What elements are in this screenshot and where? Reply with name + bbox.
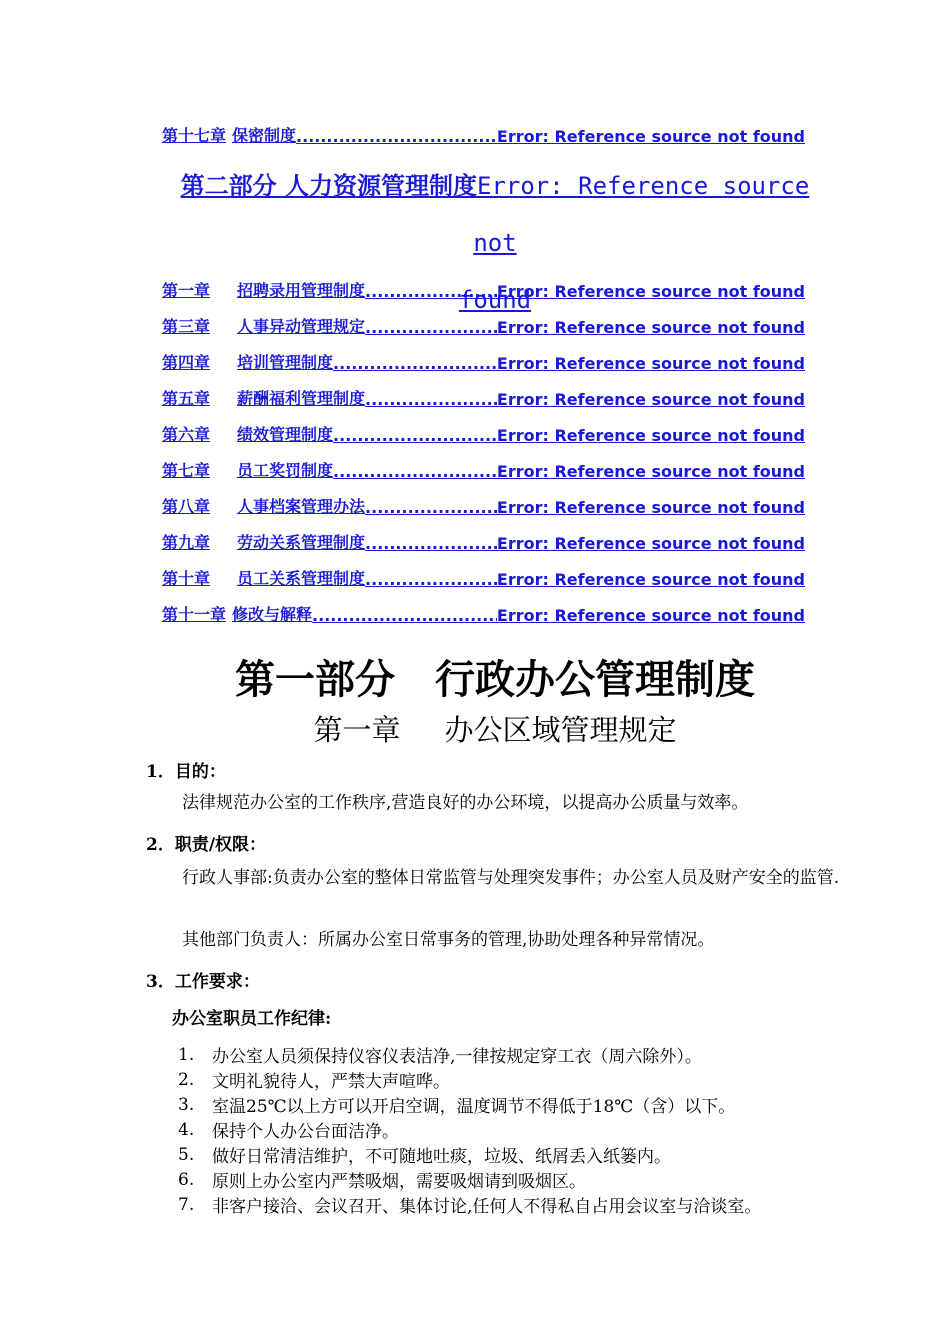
- toc-leader-dots: [365, 498, 497, 517]
- toc-chapter-title: 绩效管理制度: [237, 425, 334, 444]
- toc-page-ref: Error: Reference source not found: [496, 426, 805, 445]
- list-item-number: 7.: [178, 1194, 195, 1215]
- toc-link-item[interactable]: [162, 459, 805, 481]
- toc-chapter-title: 薪酬福利管理制度: [237, 389, 366, 408]
- list-item-number: 2.: [178, 1069, 195, 1090]
- toc-link-item[interactable]: [162, 495, 805, 517]
- list-item-number: 1.: [178, 1044, 195, 1065]
- toc-page-ref: Error: Reference source not found: [496, 354, 805, 373]
- list-item-number: 4.: [178, 1119, 195, 1140]
- toc-leader-dots: [333, 462, 497, 481]
- toc-page-ref: Error: Reference source not found: [496, 127, 805, 146]
- toc-chapter-title: 人事异动管理规定: [237, 317, 366, 336]
- toc-page-ref: Error: Reference source not found: [496, 606, 805, 625]
- section-heading-requirements: 3．工作要求：: [146, 972, 260, 992]
- toc-chapter-title: 员工奖罚制度: [237, 461, 334, 480]
- toc-chapter-number: 第九章: [162, 533, 211, 552]
- toc-page-ref: Error: Reference source not found: [496, 318, 805, 337]
- subsection-heading-discipline: 办公室职员工作纪律:: [172, 1009, 332, 1029]
- toc-chapter-number: 第十七章: [162, 126, 227, 145]
- list-item: [178, 1042, 858, 1067]
- toc-chapter-number: 第六章: [162, 425, 211, 444]
- toc-leader-dots: [365, 534, 497, 553]
- chapter-number: 第一章: [313, 713, 401, 747]
- list-item: [178, 1167, 858, 1192]
- toc-link-item[interactable]: [162, 423, 805, 445]
- toc-leader-dots: [312, 606, 497, 625]
- section-purpose-text: 法律规范办公室的工作秩序,营造良好的办公环境，以提高办公质量与效率。: [182, 793, 749, 813]
- section-heading-responsibilities: 2．职责/权限：: [146, 835, 267, 855]
- toc-chapter-title: 修改与解释: [232, 605, 313, 624]
- toc-link-part-2[interactable]: [162, 158, 828, 329]
- toc-chapter-title: 人事档案管理办法: [237, 497, 366, 516]
- toc-leader-dots: [333, 426, 497, 445]
- list-item: [178, 1117, 858, 1142]
- toc-page-ref: Error: Reference source not found: [496, 282, 805, 301]
- toc-chapter-number: 第十一章: [162, 605, 227, 624]
- toc-chapter-number: 第七章: [162, 461, 211, 480]
- toc-chapter-number: 第三章: [162, 317, 211, 336]
- list-item-number: 5.: [178, 1144, 195, 1165]
- toc-page-ref: Error: Reference source not found: [496, 390, 805, 409]
- toc-page-ref: Error: Reference source not found: [496, 498, 805, 517]
- list-item-text: 保持个人办公台面洁净。: [212, 1122, 399, 1142]
- list-item-number: 3.: [178, 1094, 195, 1115]
- part-heading: 第一部分 行政办公管理制度: [235, 657, 755, 703]
- toc-part-page-ref: Error: Reference source not: [473, 172, 810, 257]
- toc-leader-dots: [365, 318, 497, 337]
- list-item-text: 文明礼貌待人，严禁大声喧哗。: [212, 1072, 450, 1092]
- toc-leader-dots: [333, 354, 497, 373]
- toc-chapter-title: 培训管理制度: [237, 353, 334, 372]
- toc-link-item[interactable]: [162, 315, 805, 337]
- toc-chapter-number: 第五章: [162, 389, 211, 408]
- toc-chapter-number: 第十章: [162, 569, 211, 588]
- list-item: [178, 1142, 858, 1167]
- toc-chapter-title: 招聘录用管理制度: [237, 281, 366, 300]
- chapter-heading: [0, 708, 950, 749]
- list-item-text: 室温25℃以上方可以开启空调，温度调节不得低于18℃（含）以下。: [212, 1097, 736, 1117]
- list-item-number: 6.: [178, 1169, 195, 1190]
- toc-chapter-title: 劳动关系管理制度: [237, 533, 366, 552]
- toc-part-title: 第二部分 人力资源管理制度: [180, 172, 477, 200]
- requirements-list: [178, 1042, 858, 1217]
- list-item-text: 办公室人员须保持仪容仪表洁净,一律按规定穿工衣（周六除外）。: [212, 1047, 702, 1067]
- toc-chapter-title: 保密制度: [232, 126, 297, 145]
- list-item-text: 原则上办公室内严禁吸烟，需要吸烟请到吸烟区。: [212, 1172, 586, 1192]
- toc-page-ref: Error: Reference source not found: [496, 462, 805, 481]
- toc-chapter-title: 员工关系管理制度: [237, 569, 366, 588]
- toc-link-item[interactable]: [162, 603, 805, 625]
- section-responsibilities-text-1: 行政人事部:负责办公室的整体日常监管与处理突发事件；办公室人员及财产安全的监管.: [182, 868, 840, 888]
- toc-link-item[interactable]: [162, 567, 805, 589]
- list-item-text: 做好日常清洁维护，不可随地吐痰，垃圾、纸屑丢入纸篓内。: [212, 1147, 671, 1167]
- toc-link-item[interactable]: [162, 279, 805, 301]
- toc-leader-dots: [296, 127, 497, 146]
- section-heading-purpose: 1．目的：: [146, 762, 226, 782]
- list-item: [178, 1067, 858, 1092]
- toc-link-chapter-17[interactable]: [162, 124, 805, 146]
- toc-leader-dots: [365, 570, 497, 589]
- toc-leader-dots: [365, 390, 497, 409]
- toc-page-ref: Error: Reference source not found: [496, 570, 805, 589]
- toc-leader-dots: [365, 282, 497, 301]
- toc-link-item[interactable]: [162, 351, 805, 373]
- toc-chapter-number: 第四章: [162, 353, 211, 372]
- list-item: [178, 1092, 858, 1117]
- toc-page-ref: Error: Reference source not found: [496, 534, 805, 553]
- list-item: [178, 1192, 858, 1217]
- section-responsibilities-text-2: 其他部门负责人：所属办公室日常事务的管理,协助处理各种异常情况。: [182, 930, 715, 950]
- toc-link-item[interactable]: [162, 531, 805, 553]
- toc-chapter-number: 第一章: [162, 281, 211, 300]
- toc-link-item[interactable]: [162, 387, 805, 409]
- chapter-title: 办公区域管理规定: [444, 713, 677, 747]
- toc-part-page-ref-cont: found: [458, 286, 532, 314]
- list-item-text: 非客户接洽、会议召开、集体讨论,任何人不得私自占用会议室与洽谈室。: [212, 1197, 762, 1217]
- toc-chapter-number: 第八章: [162, 497, 211, 516]
